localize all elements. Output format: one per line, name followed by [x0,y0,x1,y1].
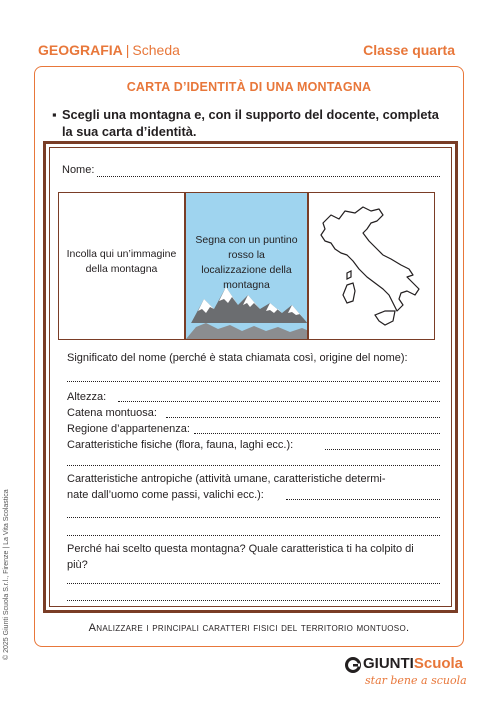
anthropic-label-2: nate dall’uomo come passi, valichi ecc.): [67,489,264,501]
subject-label: GEOGRAFIA [38,42,123,58]
logo-brand-b: Scuola [413,655,464,672]
altitude-label: Altezza: [67,391,107,403]
italy-map-icon [309,193,435,340]
footer-objective: Analizzare i principali caratteri fisici del territorio montuoso. [88,622,410,634]
meaning-field[interactable] [67,381,440,382]
why-field-2[interactable] [67,600,440,601]
name-field[interactable] [97,176,440,177]
instruction-text: Scegli una montagna e, con il supporto del docente, completa la sua carta d’identità. [62,107,439,139]
location-box [185,192,308,340]
why-label-1: Perché hai scelto questa montagna? Quale caratteristica ti ha colpito di [67,543,414,555]
altitude-field[interactable] [118,401,440,402]
logo-tagline: star bene a scuola [365,674,467,687]
chain-label: Catena montuosa: [67,407,157,419]
name-label: Nome: [62,164,95,176]
mountains-illustration [186,279,308,339]
physical-field-2[interactable] [67,465,440,466]
sheet-kind: Scheda [132,42,180,58]
chain-field[interactable] [166,417,440,418]
why-field-1[interactable] [67,583,440,584]
header-subject [38,42,180,58]
logo-g-icon [345,657,361,673]
anthropic-field-2[interactable] [67,517,440,518]
image-paste-box[interactable] [58,192,185,340]
why-label-2: più? [67,559,88,571]
bullet-icon: ▪ [52,107,57,122]
logo-brand [363,655,463,672]
giunti-scuola-logo [345,655,465,695]
physical-field-1[interactable] [325,449,440,450]
header-separator: | [125,42,130,58]
anthropic-field-1[interactable] [286,499,440,500]
anthropic-field-3[interactable] [67,535,440,536]
image-box-text: Incolla qui un’immagine della montagna [66,248,177,275]
anthropic-label-1: Caratteristiche antropiche (attività umane, caratteristiche determi- [67,473,386,485]
region-field[interactable] [194,433,440,434]
page-title: CARTA D’IDENTITÀ DI UNA MONTAGNA [126,80,372,94]
physical-label: Caratteristiche fisiche (flora, fauna, laghi ecc.): [67,439,294,451]
region-label: Regione d’appartenenza: [67,423,190,435]
copyright-credit: © 2025 Giunti Scuola S.r.l., Firenze | La Vita Scolastica [3,489,10,660]
logo-brand-a: GIUNTI [363,655,414,672]
instruction [52,106,452,140]
class-label: Classe quarta [363,42,455,58]
meaning-label: Significato del nome (perché è stata chiamata così, origine del nome): [67,352,408,364]
location-box-text: Segna con un puntino rosso la localizzazione della montagna [195,234,298,291]
italy-map-box[interactable] [308,192,435,340]
